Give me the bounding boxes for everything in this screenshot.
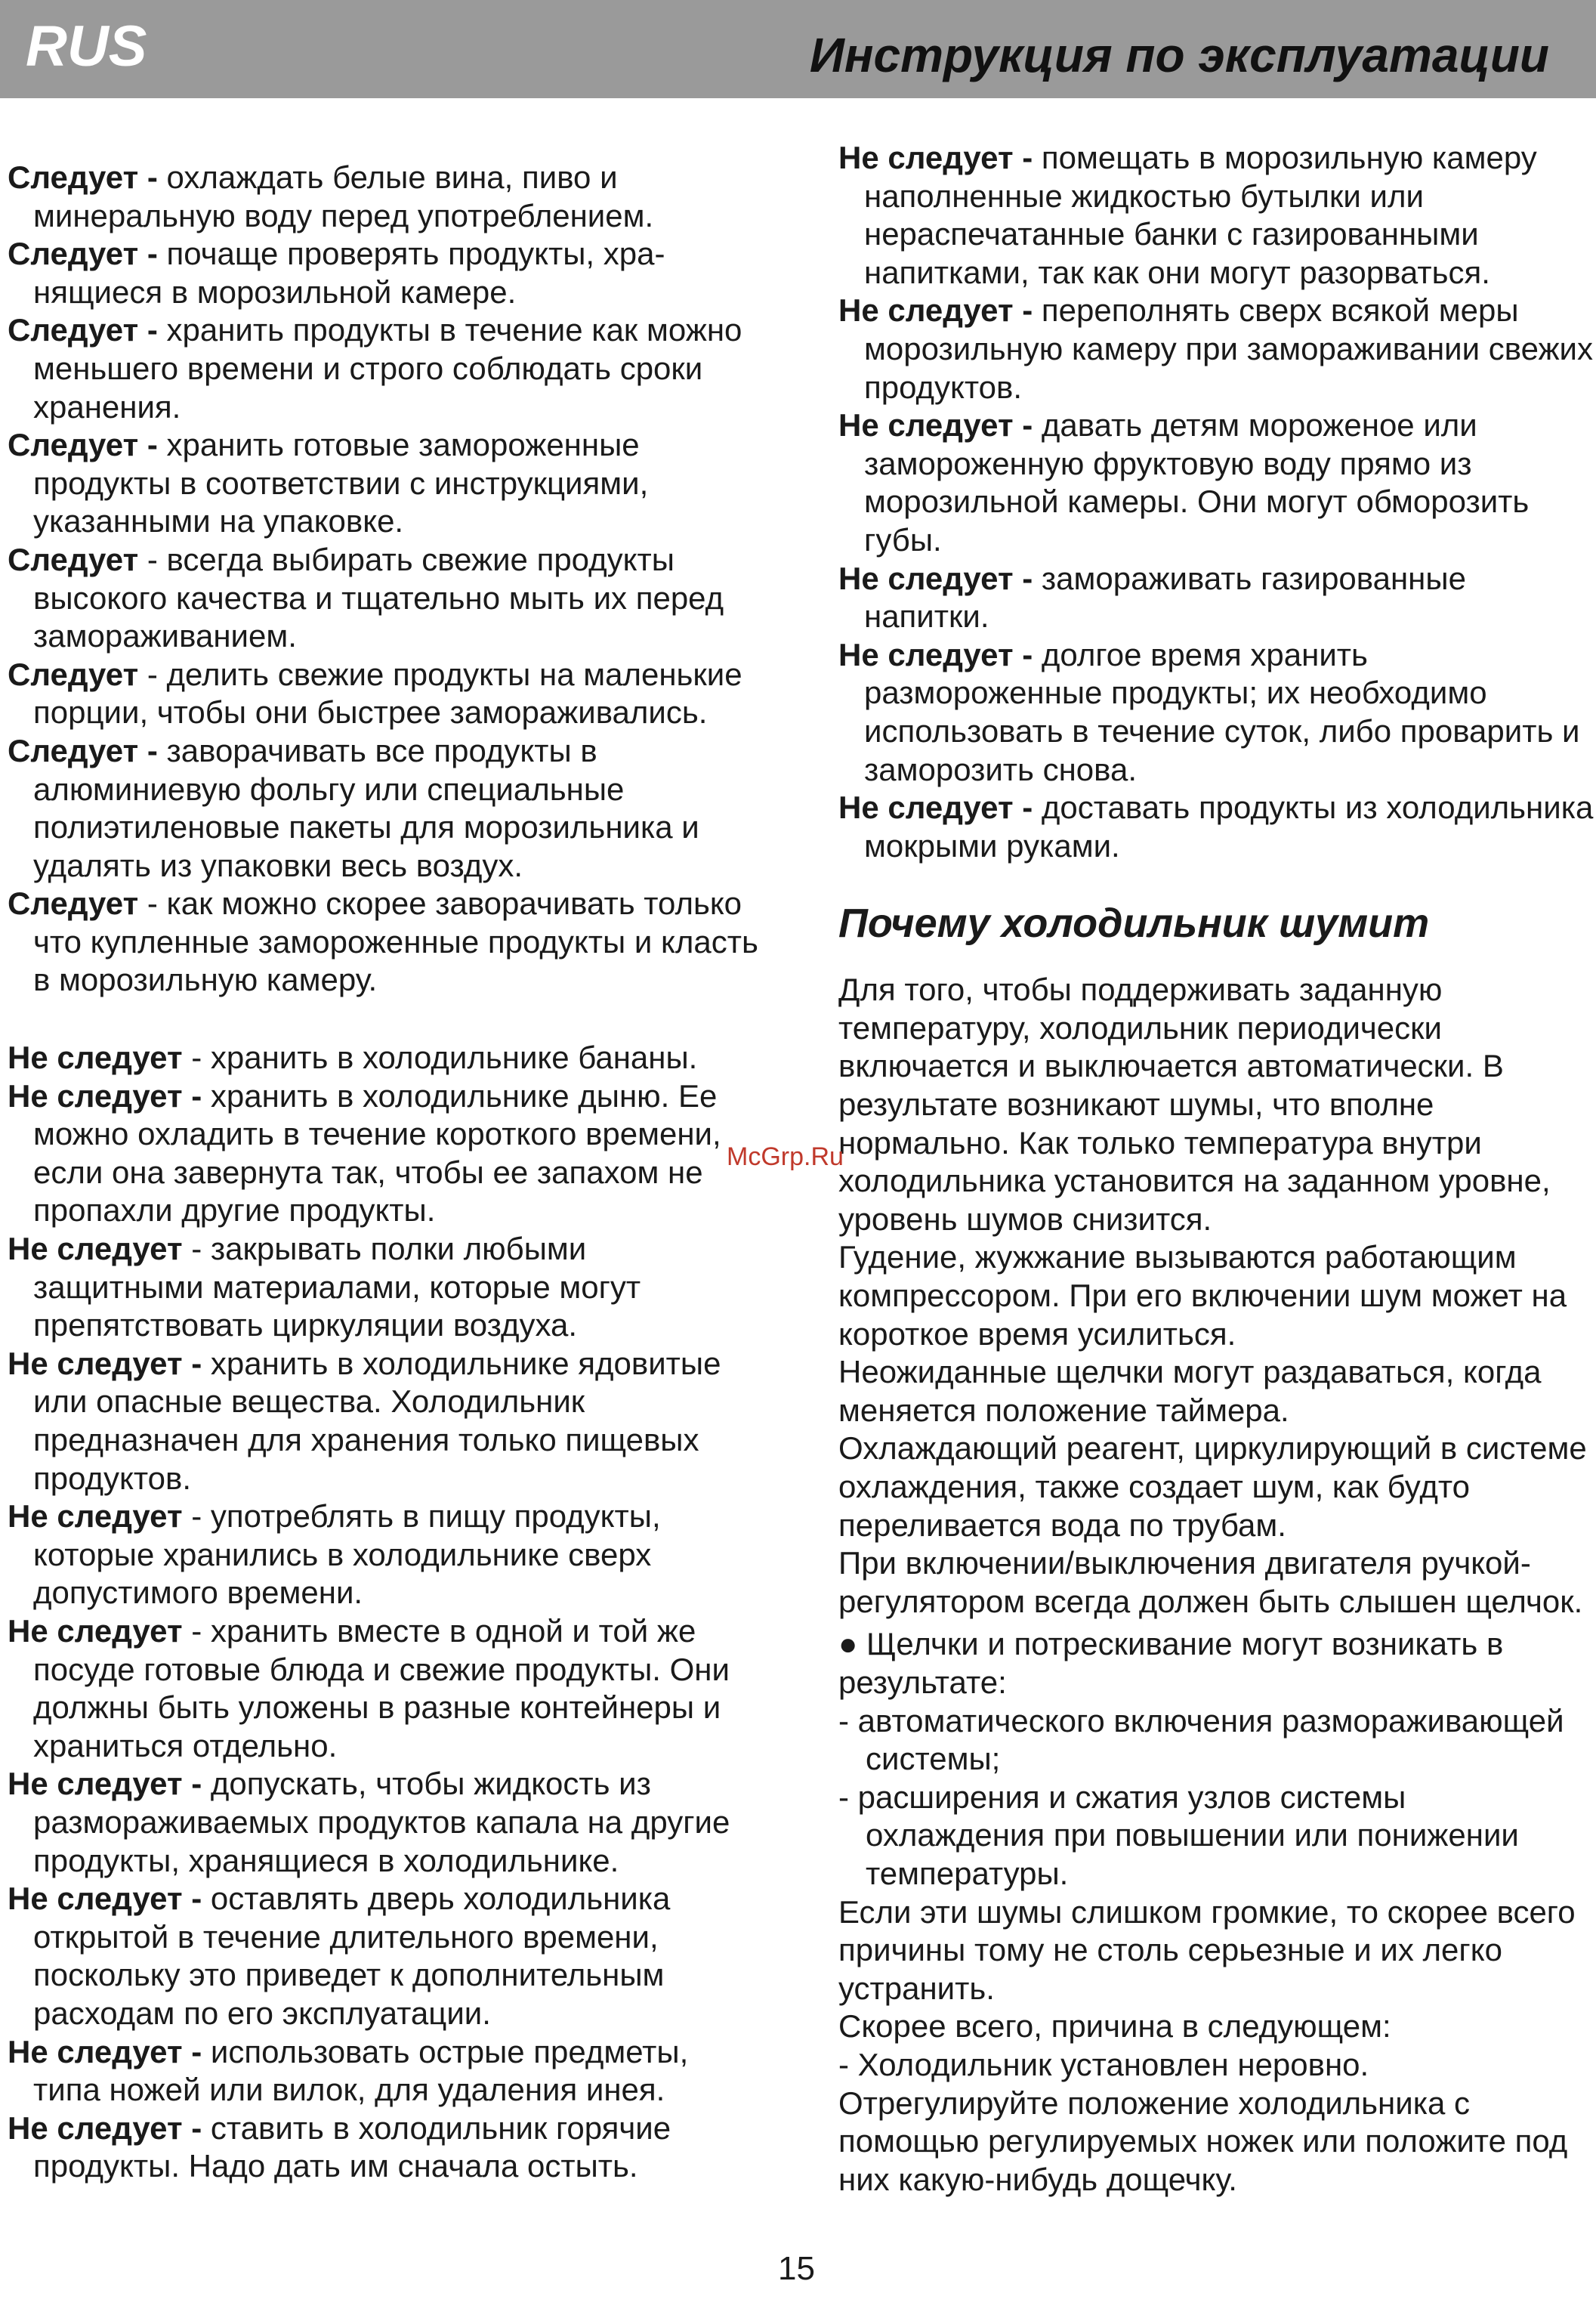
paragraph: Гудение, жужжание вызываются работающим компрессором. При его включении шум может на короткое время усилиться. (838, 1239, 1567, 1352)
dash-item: - автоматического включения размораживающей системы; (838, 1702, 1564, 1777)
list-item: Не следует - хранить вместе в одной и той же посуде готовые блюда и свежие продукты. Они должны быть уложены в разные контейнеры и храниться отдельно. (8, 1612, 730, 1763)
list-item: Не следует - помещать в морозильную камеру наполненные жидкостью бутылки или нераспечатанные банки с газированными напитками, так как они могут разорваться. (838, 140, 1537, 290)
left-column (8, 159, 763, 2186)
page-number: 15 (778, 2250, 815, 2287)
paragraph: Скорее всего, причина в следующем: (838, 2008, 1391, 2045)
list-item: Не следует - закрывать полки любыми защитными материалами, которые могут препятствовать циркуляции воздуха. (8, 1231, 641, 1343)
list-item: Не следует - давать детям мороженое или замороженную фруктовую воду прямо из морозильной камеры. Они могут обморозить губы. (838, 407, 1530, 558)
dont-list (838, 139, 1594, 865)
list-item: Следует - хранить продукты в течение как можно меньшего времени и строго соблюдать сроки хранения. (8, 312, 742, 425)
list-item: Следует - хранить готовые замороженные продукты в соответствии с инструкциями, указанными на упаковке. (8, 427, 649, 539)
list-item: Не следует - хранить в холодильнике дыню. Ее можно охладить в течение короткого времени, если она завернута так, чтобы ее запахом не пропахли другие продукты. (8, 1077, 721, 1229)
paragraph: Для того, чтобы поддерживать заданную температуру, холодильник периодически включается и выключается автоматически. В результате возникают шумы, что вполне нормально. Как только температура внутри холодильника установится на заданном уровне, уровень шумов снизится. (838, 972, 1551, 1237)
list-item: Следует - делить свежие продукты на маленькие порции, чтобы они быстрее замораживались. (8, 656, 742, 731)
paragraph: Если эти шумы слишком громкие, то скорее всего причины тому не столь серьезные и их легко устранить. (838, 1893, 1576, 2006)
paragraph: Отрегулируйте положение холодильника с помощью регулируемых ножек или положите под них какую-нибудь дощечку. (838, 2085, 1568, 2197)
list-item: Не следует - переполнять сверх всякой меры морозильную камеру при замораживании свежих продуктов. (838, 292, 1594, 405)
spacer (8, 1000, 763, 1039)
list-item: Не следует - доставать продукты из холодильника мокрыми руками. (838, 790, 1594, 864)
page-title: Инструкция по эксплуатации (809, 28, 1549, 82)
section-heading: Почему холодильник шумит (838, 901, 1430, 947)
list-item: Не следует - допускать, чтобы жидкость из размораживаемых продуктов капала на другие продукты, хранящиеся в холодильнике. (8, 1766, 730, 1878)
paragraph: Неожиданные щелчки могут раздаваться, когда меняется положение таймера. (838, 1354, 1542, 1428)
list-item: Следует - заворачивать все продукты в алюминиевую фольгу или специальные полиэтиленовые пакеты для морозильника и удалять из упаковки весь воздух. (8, 732, 699, 883)
list-item: Следует - всегда выбирать свежие продукты высокого качества и тщательно мыть их перед замораживанием. (8, 541, 724, 654)
list-item: Не следует - ставить в холодильник горячие продукты. Надо дать им сначала остыть. (8, 2109, 671, 2184)
list-item: Не следует - хранить в холодильнике ядовитые или опасные вещества. Холодильник предназначен для хранения только пищевых продуктов. (8, 1345, 721, 1496)
list-item: Не следует - употреблять в пищу продукты, которые хранились в холодильнике сверх допустимого времени. (8, 1498, 661, 1611)
paragraph: При включении/выключения двигателя ручкой-регулятором всегда должен быть слышен щелчок. (838, 1545, 1583, 1619)
watermark: McGrp.Ru (727, 1142, 844, 1171)
do-list (8, 159, 763, 1000)
list-item: Не следует - хранить в холодильнике бананы. (8, 1040, 698, 1076)
page-header (0, 0, 1596, 98)
list-item: Не следует - оставлять дверь холодильника открытой в течение длительного времени, поскольку это приведет к дополнительным расходам по его эксплуатации. (8, 1881, 671, 2031)
bullet-item: ● Щелчки и потрескивание могут возникать в результате: (838, 1626, 1504, 1700)
right-column (838, 139, 1594, 2199)
paragraph: - Холодильник установлен неровно. (838, 2046, 1369, 2082)
list-item: Следует - как можно скорее заворачивать только что купленные замороженные продукты и класть в морозильную камеру. (8, 886, 758, 998)
list-item: Не следует - долгое время хранить размороженные продукты; их необходимо использовать в течение суток, либо проварить и заморозить снова. (838, 636, 1580, 787)
dash-item: - расширения и сжатия узлов системы охлаждения при повышении или понижении температуры. (838, 1779, 1519, 1891)
list-item: Следует - охлаждать белые вина, пиво и минеральную воду перед употреблением. (8, 159, 654, 233)
language-label: RUS (26, 14, 147, 79)
list-item: Не следует - замораживать газированные напитки. (838, 560, 1466, 635)
list-item: Следует - почаще проверять продукты, хра-нящиеся в морозильной камере. (8, 236, 665, 310)
list-item: Не следует - использовать острые предметы, типа ножей или вилок, для удаления инея. (8, 2033, 689, 2108)
dont-list (8, 1039, 763, 2186)
paragraph: Охлаждающий реагент, циркулирующий в системе охлаждения, также создает шум, как будто переливается вода по трубам. (838, 1430, 1587, 1543)
